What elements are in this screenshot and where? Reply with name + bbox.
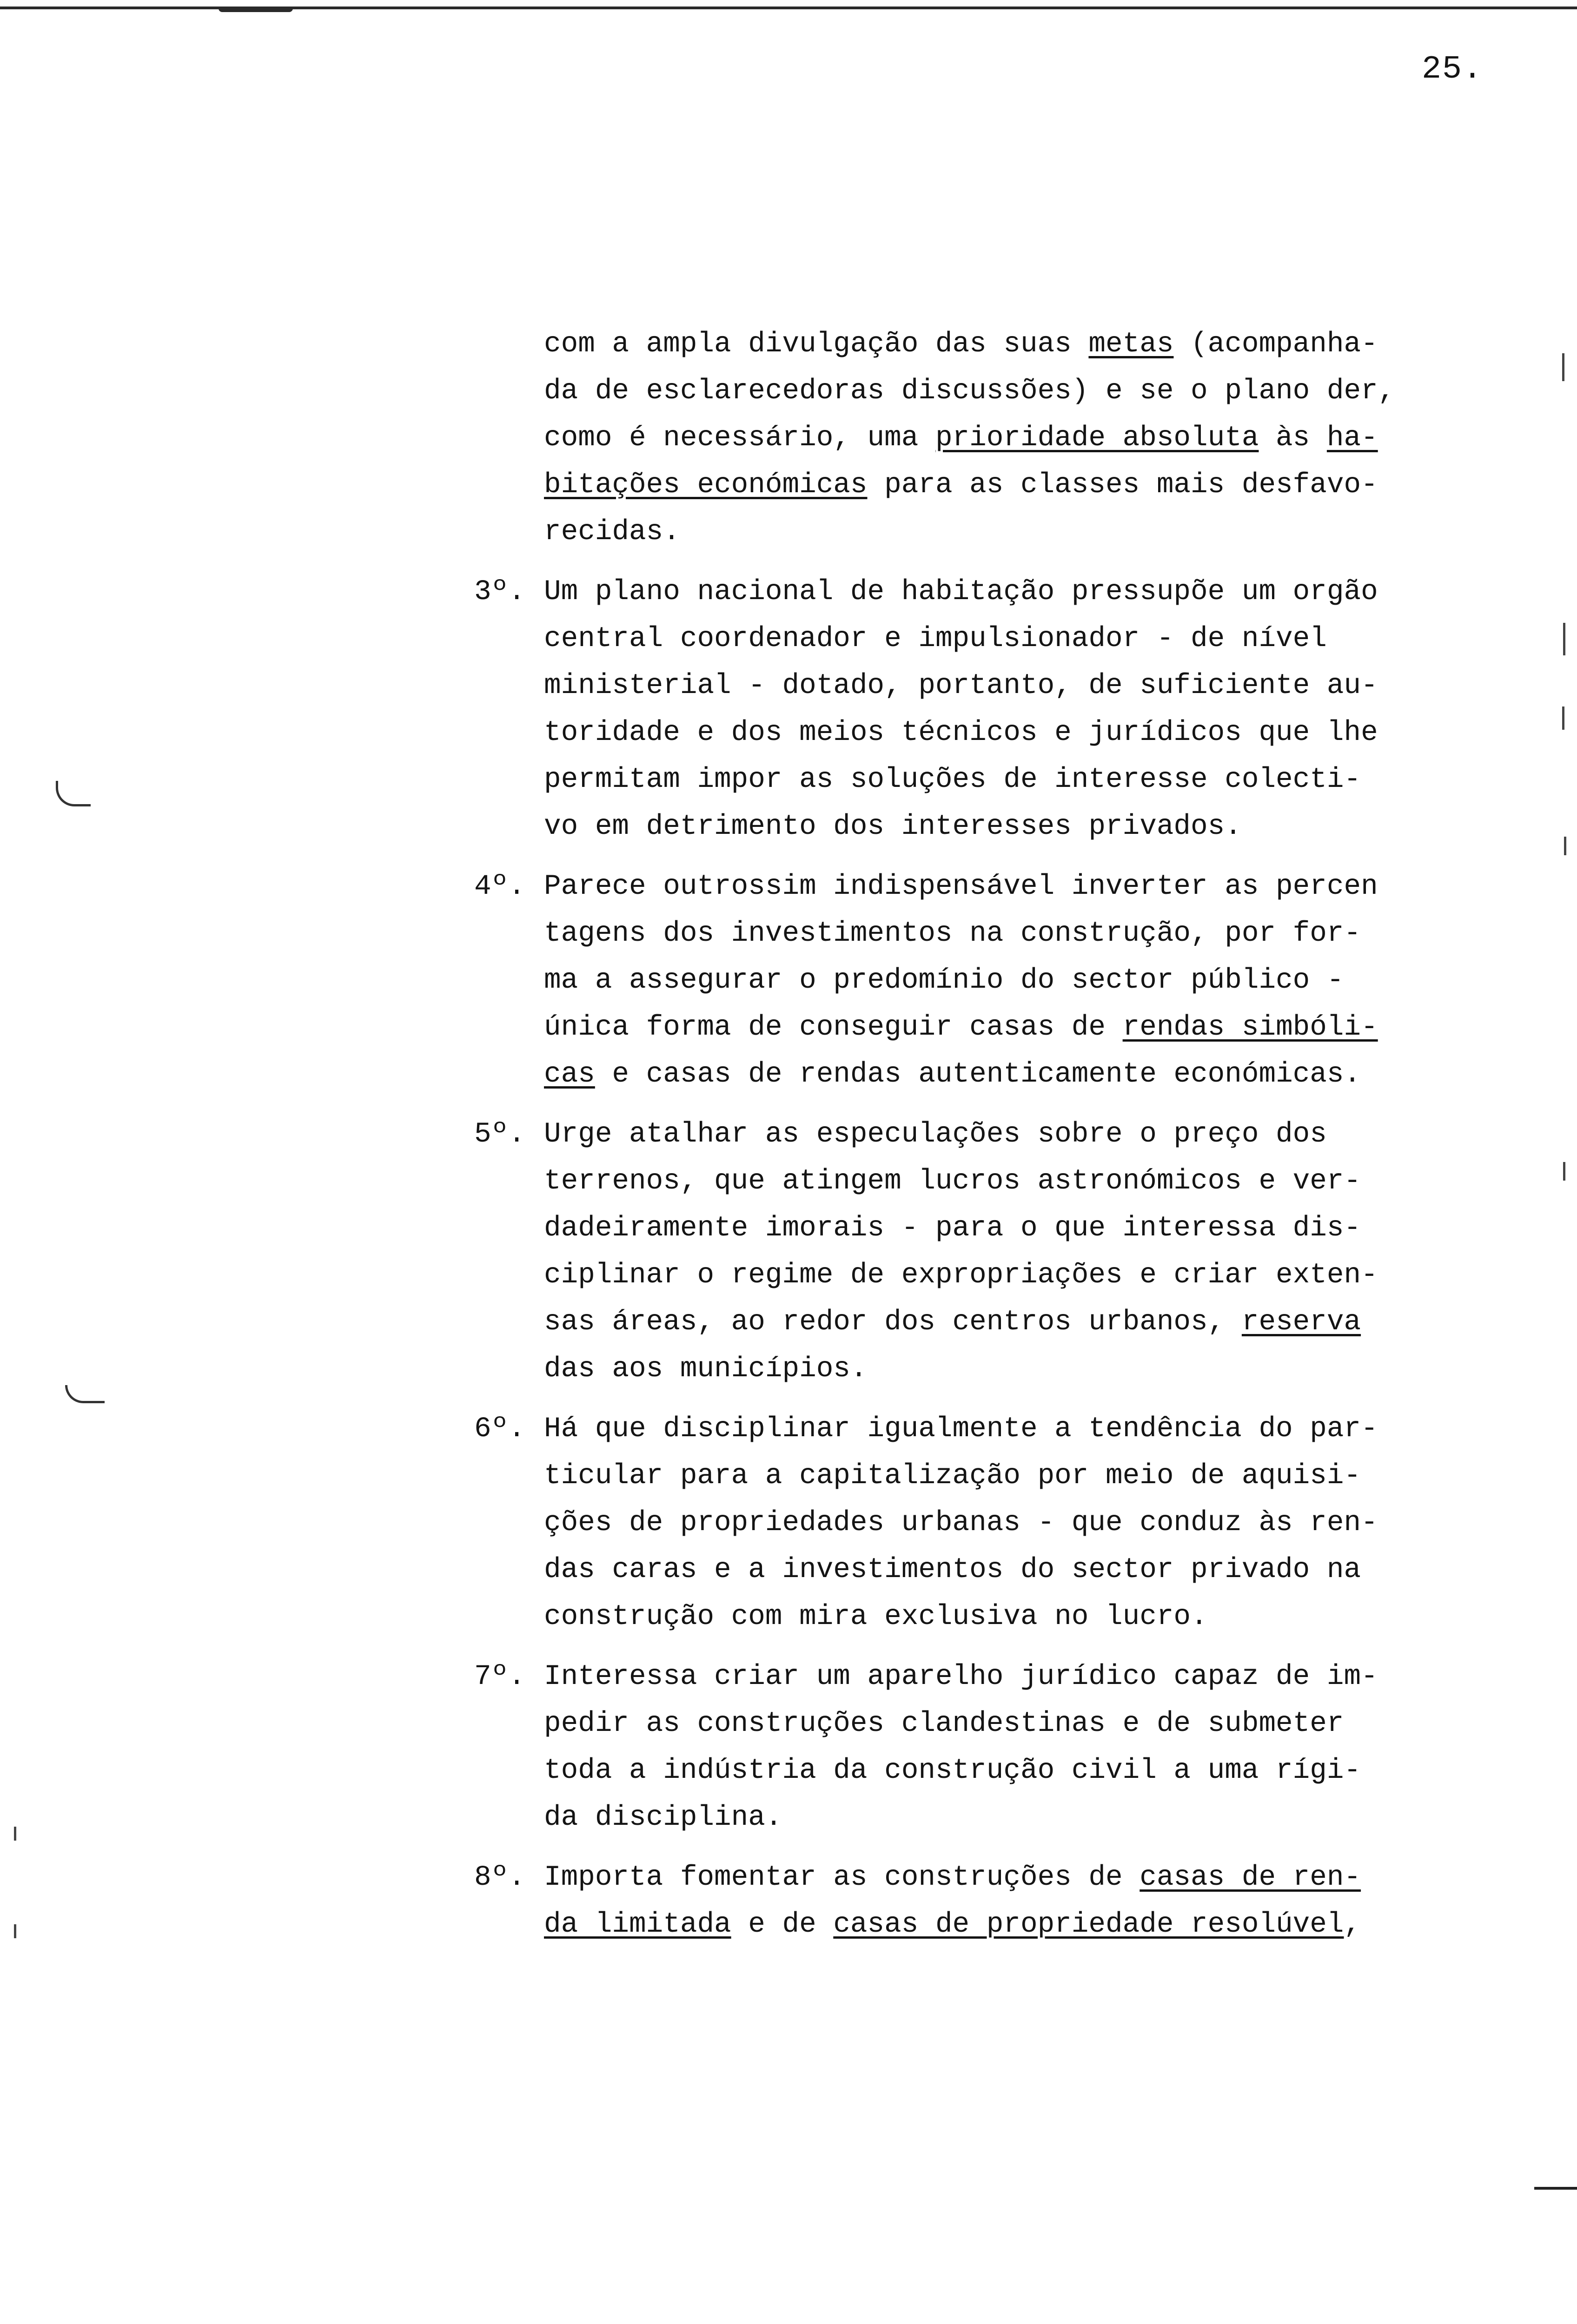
underlined-text: metas [1088, 328, 1174, 360]
text-segment: dadeiramente imorais - para o que interessa dis- [544, 1212, 1361, 1244]
text-segment: ciplinar o regime de expropriações e criar exten- [544, 1259, 1378, 1291]
paragraph-number: 8º. [474, 1862, 525, 1894]
text-line [544, 1794, 1492, 1841]
underlined-text: reserva [1241, 1306, 1361, 1338]
text-segment: sas áreas, ao redor dos centros urbanos, [544, 1306, 1242, 1338]
text-line [544, 462, 1492, 508]
corner-fold-mark [1534, 2187, 1577, 2190]
text-line [544, 803, 1492, 850]
text-line [544, 1901, 1492, 1948]
text-segment: toda a indústria da construção civil a uma rígi- [544, 1755, 1361, 1787]
text-segment: Urge atalhar as especulações sobre o preço dos [544, 1118, 1327, 1150]
text-line [544, 910, 1492, 957]
text-line [544, 1499, 1492, 1546]
numbered-paragraph [474, 1406, 1492, 1640]
underlined-text: rendas simbóli- [1122, 1011, 1378, 1043]
margin-mark [1564, 837, 1566, 855]
text-line [544, 1406, 1492, 1452]
scan-top-edge-mark [219, 8, 293, 12]
text-segment: das caras e a investimentos do sector privado na [544, 1554, 1361, 1586]
text-segment: ma a assegurar o predomínio do sector público - [544, 964, 1344, 997]
numbered-paragraph [474, 1854, 1492, 1948]
text-segment: central coordenador e impulsionador - de nível [544, 623, 1327, 655]
text-segment: toridade e dos meios técnicos e jurídicos que lhe [544, 717, 1378, 749]
hole-punch-mark [56, 781, 91, 806]
text-segment: com a ampla divulgação das suas [544, 328, 1089, 360]
underlined-text: da limitada [544, 1908, 731, 1941]
text-line [544, 662, 1492, 709]
text-segment: tagens dos investimentos na construção, por for- [544, 918, 1361, 950]
underlined-text: ha- [1326, 422, 1378, 454]
paragraph-number: 5º. [474, 1118, 525, 1150]
text-line [544, 1700, 1492, 1747]
text-line [544, 1452, 1492, 1499]
text-segment: permitam impor as soluções de interesse colecti- [544, 764, 1361, 796]
page-number: 25. [1422, 51, 1484, 88]
paragraph-number: 4º. [474, 871, 525, 903]
text-segment: recidas. [544, 516, 680, 548]
margin-mark [14, 1924, 16, 1938]
text-line [544, 1252, 1492, 1299]
document-body [474, 321, 1492, 1948]
text-segment: das aos municípios. [544, 1353, 868, 1385]
underlined-text: prioridade absoluta [935, 422, 1259, 454]
text-segment: Há que disciplinar igualmente a tendência do par- [544, 1413, 1378, 1445]
text-segment: para as classes mais desfavo- [867, 469, 1378, 501]
text-line [544, 368, 1492, 415]
text-line [544, 1346, 1492, 1393]
text-line [544, 756, 1492, 803]
text-line [544, 1747, 1492, 1794]
text-segment: e casas de rendas autenticamente económicas. [595, 1058, 1361, 1090]
margin-mark [1563, 623, 1565, 655]
text-segment: pedir as construções clandestinas e de submeter [544, 1708, 1344, 1740]
text-segment: vo em detrimento dos interesses privados. [544, 811, 1242, 843]
text-line [544, 1653, 1492, 1700]
text-segment: ministerial - dotado, portanto, de suficiente au- [544, 670, 1378, 702]
text-line [544, 863, 1492, 910]
margin-mark [1562, 353, 1564, 381]
text-segment: da disciplina. [544, 1802, 782, 1834]
text-line [544, 1854, 1492, 1901]
text-segment: da de esclarecedoras discussões) e se o plano der, [544, 375, 1395, 407]
continuation-paragraph [544, 321, 1492, 555]
text-segment: ticular para a capitalização por meio de aquisi- [544, 1460, 1361, 1492]
text-segment: Importa fomentar as construções de [544, 1862, 1140, 1894]
text-line [544, 1593, 1492, 1640]
text-line [544, 709, 1492, 756]
text-line [544, 1004, 1492, 1051]
paragraph-number: 3º. [474, 576, 525, 608]
margin-mark [1562, 706, 1564, 730]
underlined-text: bitações económicas [544, 469, 868, 501]
text-line [544, 508, 1492, 555]
text-line [544, 1205, 1492, 1252]
underlined-text: casas de ren- [1140, 1862, 1361, 1894]
text-segment: Interessa criar um aparelho jurídico capaz de im- [544, 1661, 1378, 1693]
margin-mark [14, 1827, 16, 1841]
numbered-paragraph [474, 568, 1492, 850]
paragraph-number: 6º. [474, 1413, 525, 1445]
text-segment: Parece outrossim indispensável inverter as percen [544, 871, 1378, 903]
text-line [544, 1111, 1492, 1158]
text-line [544, 568, 1492, 615]
text-line [544, 1299, 1492, 1346]
text-segment: como é necessário, uma [544, 422, 935, 454]
text-segment: terrenos, que atingem lucros astronómicos e ver- [544, 1165, 1361, 1197]
numbered-paragraph [474, 863, 1492, 1098]
text-segment: ções de propriedades urbanas - que conduz às ren- [544, 1507, 1378, 1539]
margin-mark [1563, 1162, 1565, 1181]
underlined-text: casas de propriedade resolúvel [833, 1908, 1344, 1941]
text-line [544, 957, 1492, 1004]
numbered-paragraph [474, 1653, 1492, 1841]
text-line [544, 321, 1492, 368]
text-line [544, 1051, 1492, 1098]
paragraph-number: 7º. [474, 1661, 525, 1693]
text-segment: única forma de conseguir casas de [544, 1011, 1123, 1043]
hole-punch-mark [65, 1385, 105, 1403]
text-segment: Um plano nacional de habitação pressupõe um orgão [544, 576, 1378, 608]
text-line [544, 615, 1492, 662]
text-segment: construção com mira exclusiva no lucro. [544, 1601, 1208, 1633]
text-line [544, 1546, 1492, 1593]
text-segment: , [1344, 1908, 1361, 1941]
text-segment: e de [731, 1908, 834, 1941]
text-line [544, 1158, 1492, 1205]
underlined-text: cas [544, 1058, 595, 1090]
numbered-paragraph [474, 1111, 1492, 1393]
text-segment: (acompanha- [1173, 328, 1378, 360]
text-segment: às [1259, 422, 1327, 454]
text-line [544, 415, 1492, 462]
